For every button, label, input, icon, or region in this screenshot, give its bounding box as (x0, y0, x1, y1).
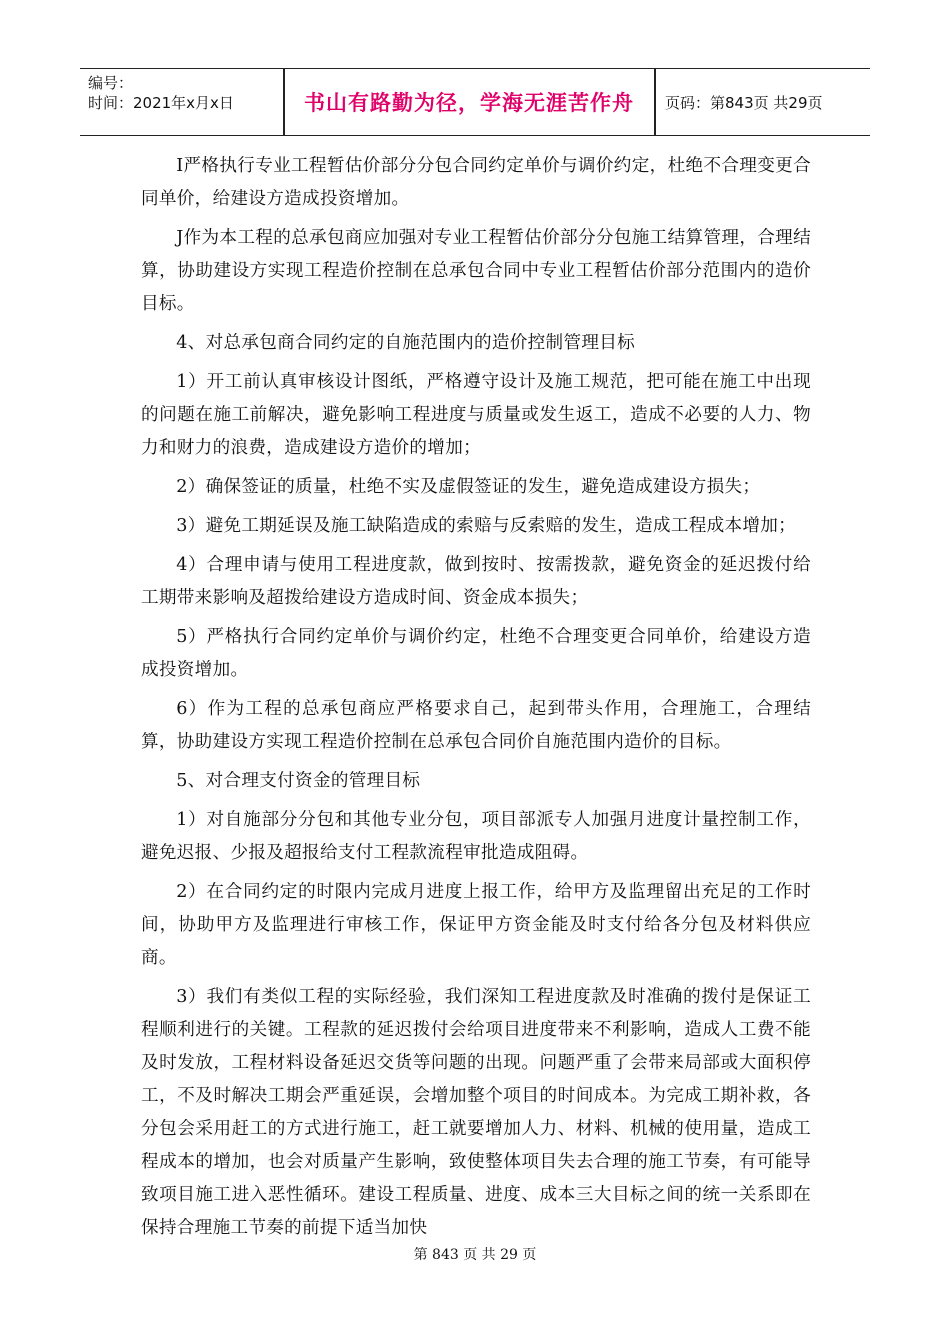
body-paragraph: I严格执行专业工程暂估价部分分包合同约定单价与调价约定，杜绝不合理变更合同单价，给建设方造成投资增加。 (141, 156, 811, 209)
document-header (80, 68, 870, 136)
section-heading: 5、对合理支付资金的管理目标 (176, 771, 421, 791)
body-paragraph: 2）在合同约定的时限内完成月进度上报工作，给甲方及监理留出充足的工作时间，协助甲方及监理进行审核工作，保证甲方资金能及时支付给各分包及材料供应商。 (141, 882, 811, 968)
body-paragraph: 5）严格执行合同约定单价与调价约定，杜绝不合理变更合同单价，给建设方造成投资增加。 (141, 627, 811, 680)
body-paragraph: 3）避免工期延误及施工缺陷造成的索赔与反索赔的发生，造成工程成本增加； (176, 516, 797, 536)
header-motto: 书山有路勤为径，学海无涯苦作舟 (304, 91, 634, 115)
document-number-label: 编号： (88, 74, 134, 92)
body-paragraph: 2）确保签证的质量，杜绝不实及虚假签证的发生，避免造成建设方损失； (176, 477, 761, 497)
page-footer: 第 843 页 共 29 页 (413, 1247, 537, 1263)
header-meta (80, 69, 283, 135)
body-paragraph: 3）我们有类似工程的实际经验，我们深知工程进度款及时准确的拨付是保证工程顺利进行的关键。工程款的延迟拨付会给项目进度带来不利影响，造成人工费不能及时发放，工程材料设备延迟交货等问题的出现。问题严重了会带来局部或大面积停工，不及时解决工期会严重延误，会增加整个项目的时间成本。为完成工期补救，各分包会采用赶工的方式进行施工，赶工就要增加人力、材料、机械的使用量，造成工程成本的增加，也会对质量产生影响，致使整体项目失去合理的施工节奏，有可能导致项目施工进入恶性循环。建设工程质量、进度、成本三大目标之间的统一关系即在保持合理施工节奏的前提下适当加快 (141, 987, 811, 1238)
body-paragraph: J作为本工程的总承包商应加强对专业工程暂估价部分分包施工结算管理，合理结算，协助建设方实现工程造价控制在总承包合同中专业工程暂估价部分范围内的造价目标。 (141, 228, 811, 314)
body-paragraph: 1）开工前认真审核设计图纸，严格遵守设计及施工规范，把可能在施工中出现的问题在施工前解决，避免影响工程进度与质量或发生返工，造成不必要的人力、物力和财力的浪费，造成建设方造价的增加； (141, 372, 811, 458)
section-heading: 4、对总承包商合同约定的自施范围内的造价控制管理目标 (176, 333, 636, 353)
body-paragraph: 1）对自施部分分包和其他专业分包，项目部派专人加强月进度计量控制工作，避免迟报、少报及超报给支付工程款流程审批造成阻碍。 (141, 810, 811, 863)
header-page-info: 页码：第843页 共29页 (665, 93, 823, 112)
document-time-label: 时间：2021年x月x日 (88, 94, 234, 112)
body-paragraph: 6）作为工程的总承包商应严格要求自己，起到带头作用，合理施工，合理结算，协助建设方实现工程造价控制在总承包合同价自施范围内造价的目标。 (141, 699, 811, 752)
body-paragraph: 4）合理申请与使用工程进度款，做到按时、按需拨款，避免资金的延迟拨付给工期带来影响及超拨给建设方造成时间、资金成本损失； (141, 555, 811, 608)
document-body (141, 150, 811, 1251)
